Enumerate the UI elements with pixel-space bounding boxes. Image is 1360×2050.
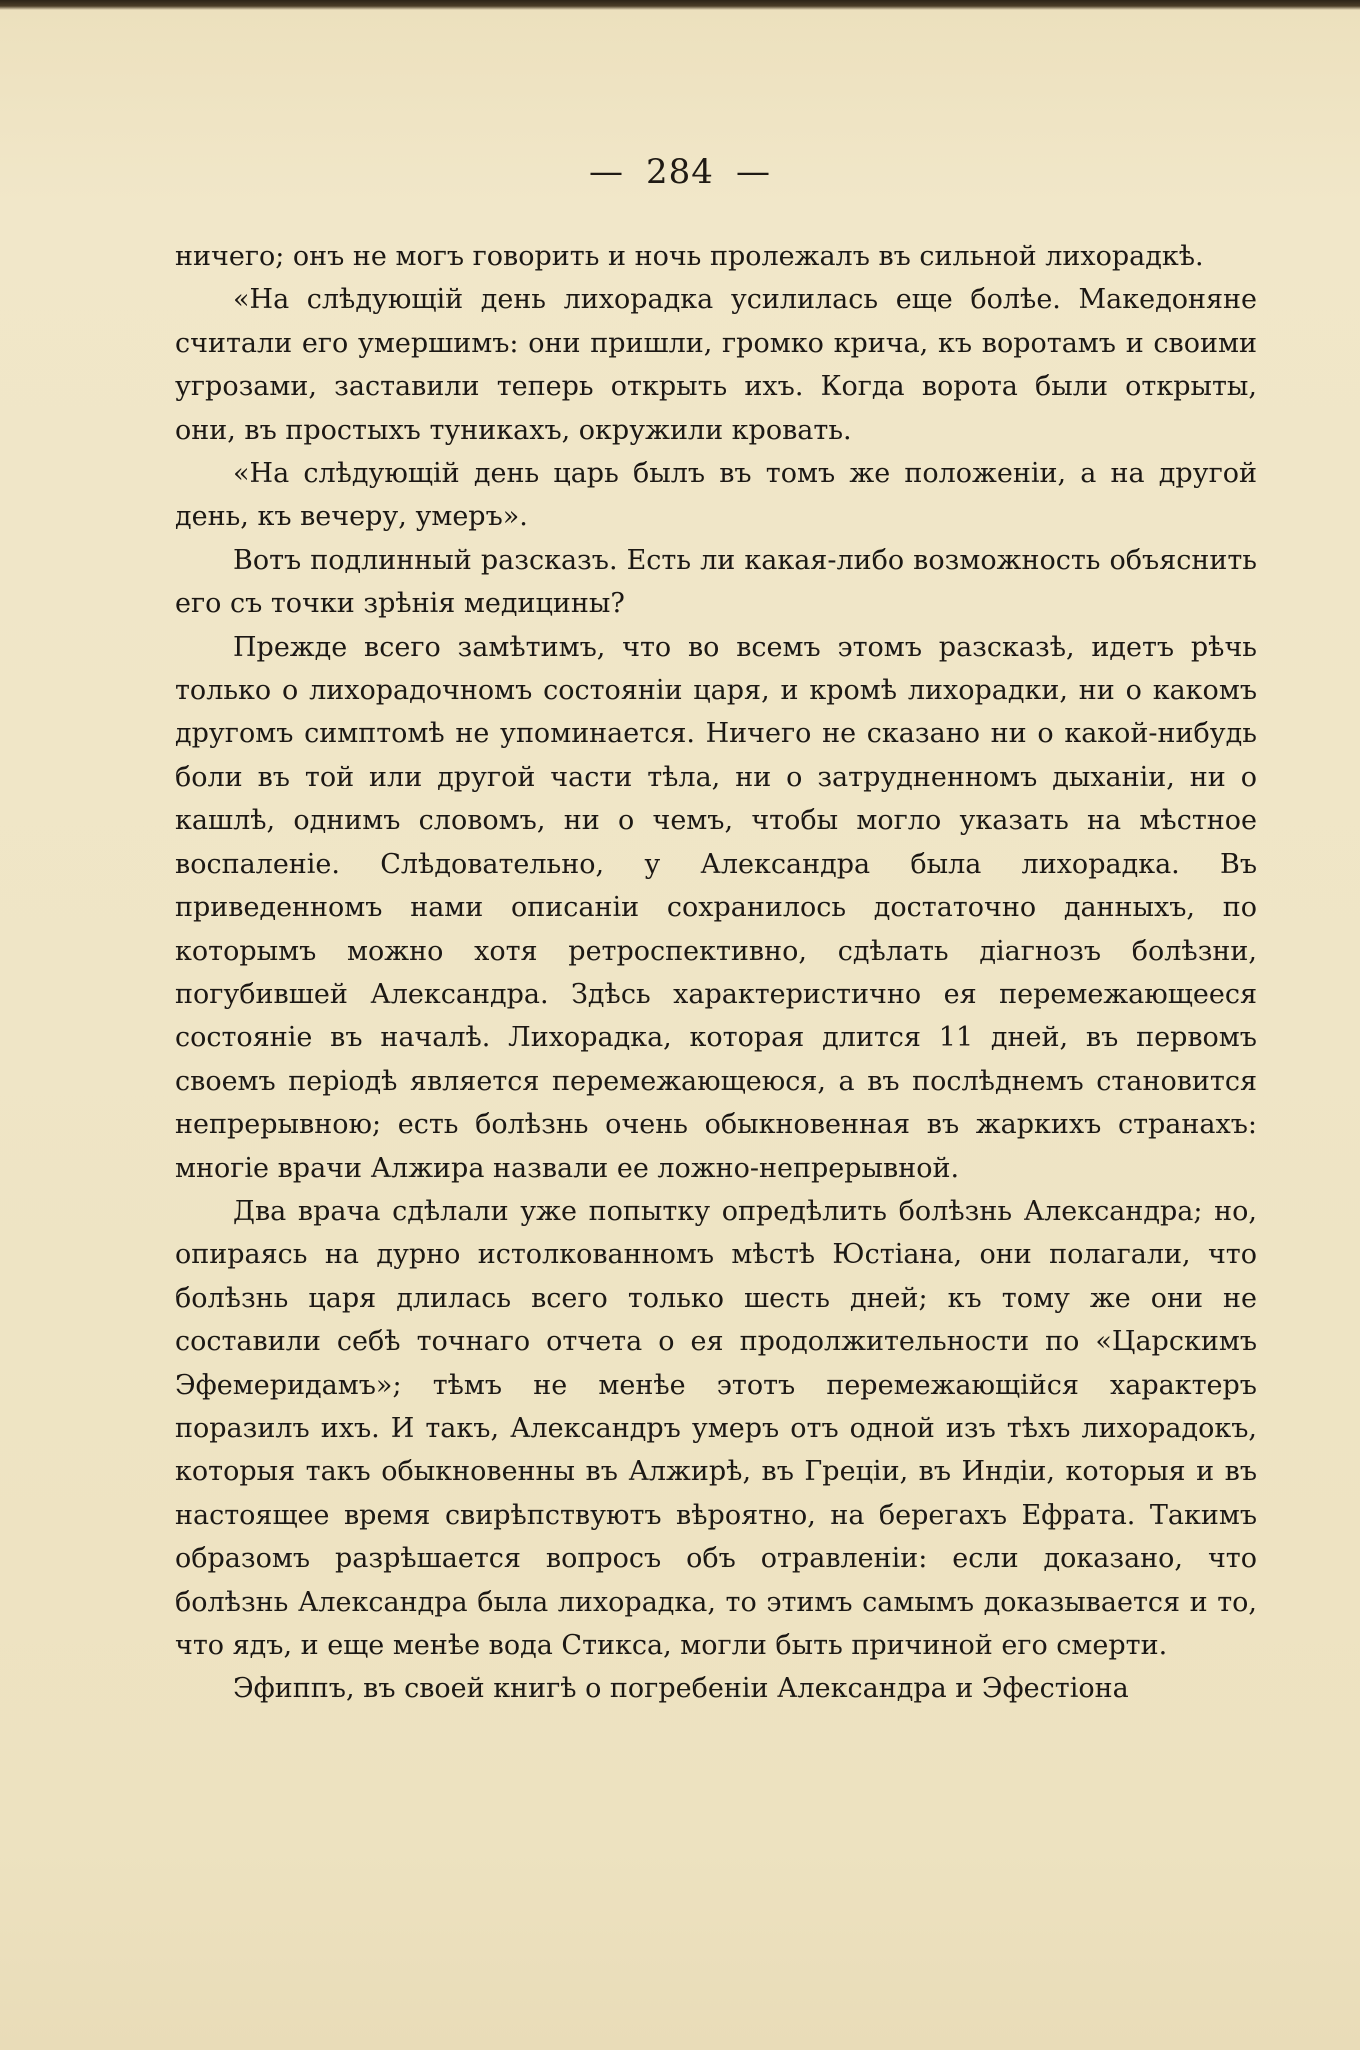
- paragraph: Вотъ подлинный разсказъ. Есть ли какая-либо возможность объяснить его съ точки зрѣнія медицины?: [175, 544, 1257, 620]
- paragraph: Прежде всего замѣтимъ, что во всемъ этомъ разсказѣ, идетъ рѣчь только о лихорадочномъ состояніи царя, и кромѣ лихорадки, ни о какомъ другомъ симптомѣ не упоминается. Ничего не сказано ни о какой-нибудь боли въ той или другой части тѣла, ни о затрудненномъ дыханіи, ни о кашлѣ, однимъ словомъ, ни о чемъ, чтобы могло указать на мѣстное воспаленіе. Слѣдовательно, у Александра была лихорадка. Въ приведенномъ нами описаніи сохранилось достаточно данныхъ, по которымъ можно хотя ретроспективно, сдѣлать діагнозъ болѣзни, погубившей Александра. Здѣсь характеристично ея перемежающееся состояніе въ началѣ. Лихорадка, которая длится 11 дней, въ первомъ своемъ періодѣ является перемежающеюся, а въ послѣднемъ становится непрерывною; есть болѣзнь очень обыкновенная въ жаркихъ странахъ: многіе врачи Алжира назвали ее ложно-непрерывной.: [175, 631, 1257, 1184]
- paragraph: «На слѣдующій день лихорадка усилилась еще болѣе. Македоняне считали его умершимъ: они пришли, громко крича, къ воротамъ и своими угрозами, заставили теперь открыть ихъ. Когда ворота были открыты, они, въ простыхъ туникахъ, окружили кровать.: [175, 284, 1257, 446]
- page-number: 284: [646, 152, 714, 192]
- paragraph: «На слѣдующій день царь былъ въ томъ же положеніи, а на другой день, къ вечеру, умеръ».: [175, 458, 1257, 533]
- header-dash-right: —: [735, 152, 771, 192]
- page-top-edge: [0, 0, 1360, 10]
- header-dash-left: —: [589, 152, 625, 192]
- paragraph: Два врача сдѣлали уже попытку опредѣлить болѣзнь Александра; но, опираясь на дурно истолкованномъ мѣстѣ Юстіана, они полагали, что болѣзнь царя длилась всего только шесть дней; къ тому же они не составили себѣ точнаго отчета о ея продолжительности по «Царскимъ Эфемеридамъ»; тѣмъ не менѣе этотъ перемежающійся характеръ поразилъ ихъ. И такъ, Александръ умеръ отъ одной изъ тѣхъ лихорадокъ, которыя такъ обыкновенны въ Алжирѣ, въ Греціи, въ Индіи, которыя и въ настоящее время свирѣпствуютъ вѣроятно, на берегахъ Ефрата. Такимъ образомъ разрѣшается вопросъ объ отравленіи: если доказано, что болѣзнь Александра была лихорадка, то этимъ самымъ доказывается и то, что ядъ, и еще менѣе вода Стикса, могли быть причиной его смерти.: [175, 1195, 1257, 1661]
- paragraph-last: Эфиппъ, въ своей книгѣ о погребеніи Александра и Эфестіона: [233, 1673, 1129, 1705]
- page-number-header: [0, 152, 1360, 192]
- paragraph-continued: ничего; онъ не могъ говорить и ночь пролежалъ въ сильной лихорадкѣ.: [175, 241, 1204, 272]
- body-text: [175, 235, 1257, 1711]
